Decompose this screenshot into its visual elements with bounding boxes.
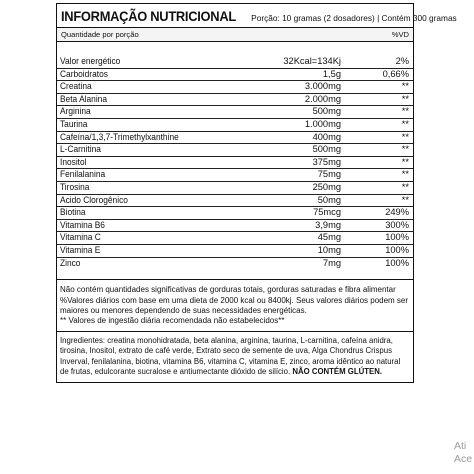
nutrient-name: Biotina: [60, 207, 86, 218]
watermark-line-1: Ati: [454, 440, 467, 452]
nutrient-vd: **: [401, 169, 409, 180]
nutrient-name: Zinco: [60, 257, 81, 268]
nutrient-quantity: 500mg: [312, 106, 341, 117]
nutrient-vd: 100%: [385, 232, 409, 243]
note-not-established: ** Valores de ingestão diária recomendada não estabelecidos**: [60, 316, 285, 326]
nutrient-name: Vitamina B6: [60, 219, 105, 230]
nutrient-row: [57, 231, 413, 244]
nutrient-vd: **: [401, 93, 409, 104]
nutrient-quantity: 75mcg: [313, 207, 341, 218]
nutrient-row: [57, 194, 413, 207]
nutrient-vd: **: [401, 156, 409, 167]
nutrient-row: [57, 68, 413, 81]
nutrient-row: [57, 257, 413, 270]
nutrient-quantity: 50mg: [317, 194, 341, 205]
label-header: [57, 4, 457, 28]
nutrient-vd: 100%: [385, 257, 409, 268]
nutrition-label: [56, 3, 457, 383]
nutrient-name: Vitamina C: [60, 232, 101, 243]
label-title: INFORMAÇÃO NUTRICIONAL: [61, 8, 236, 24]
nutrient-name: Tirosina: [60, 181, 90, 192]
nutrient-vd: 0,66%: [382, 68, 409, 79]
nutrient-quantity: 75mg: [317, 169, 341, 180]
nutrient-row: [57, 80, 413, 93]
nutrient-row: [57, 118, 413, 131]
nutrient-quantity: 250mg: [312, 181, 341, 192]
serving-info: Porção: 10 gramas (2 dosadores) | Contém 300 gramas: [251, 13, 457, 23]
nutrient-name: Taurina: [60, 118, 88, 129]
nutrient-row: [57, 131, 413, 144]
nutrient-quantity: 7mg: [322, 257, 341, 268]
nutrient-row: [57, 156, 413, 169]
nutrient-vd: **: [401, 81, 409, 92]
nutrient-name: L-Carnitina: [60, 144, 101, 155]
ingredients-text: Ingredientes: creatina monohidratada, beta alanina, arginina, taurina, L-carnitina, cafeína anidra, tirosina, Inositol, extrato de café verde, Extrato seco de semente de uva, Alga Chondrus Crispus Inverval, fenilalanina, biotina, vitamina B6, vitamina C, vitamina E, zinco, aroma idêntico ao natural de frutas, edulcorante sucralose e antiumectante dióxido de silício.: [60, 335, 401, 376]
nutrient-vd: 2%: [395, 56, 409, 66]
nutrient-quantity: 32Kcal=134Kj: [283, 56, 341, 66]
nutrient-vd: 100%: [385, 244, 409, 255]
nutrient-row: [57, 206, 413, 219]
nutrient-name: Valor energético: [60, 56, 121, 66]
ingredients-section: [57, 332, 413, 383]
nutrient-quantity: 500mg: [312, 144, 341, 155]
activation-watermark: [454, 440, 474, 466]
nutrient-quantity: 400mg: [312, 131, 341, 142]
nutrient-quantity: 3,9mg: [315, 219, 341, 230]
watermark-line-2: Ace: [454, 453, 473, 465]
nutrient-name: Vitamina E: [60, 244, 101, 255]
nutrient-vd: **: [401, 131, 409, 142]
header-spacer: [57, 42, 413, 56]
nutrient-vd: **: [401, 194, 409, 205]
note-no-significant: Não contém quantidades significativas de gorduras totais, gorduras saturadas e fibra alimentar: [60, 285, 396, 295]
nutrient-row: [57, 56, 413, 68]
nutrient-quantity: 1,5g: [322, 68, 341, 79]
gluten-warning: NÃO CONTÉM GLÚTEN.: [292, 366, 382, 376]
nutrient-vd: **: [401, 144, 409, 155]
nutrient-quantity: 2.000mg: [304, 93, 341, 104]
nutrient-name: Beta Alanina: [60, 93, 107, 104]
nutrient-vd: **: [401, 181, 409, 192]
nutrient-name: Creatina: [60, 81, 92, 92]
nutrient-vd: 249%: [385, 207, 409, 218]
column-header-vd: %VD: [391, 30, 409, 39]
nutrient-row: [57, 168, 413, 181]
nutrient-quantity: 3.000mg: [304, 81, 341, 92]
nutrient-vd: **: [401, 106, 409, 117]
column-header: [57, 28, 413, 42]
notes-section: [57, 280, 413, 332]
nutrient-quantity: 1.000mg: [304, 118, 341, 129]
nutrient-name: Arginina: [60, 106, 91, 117]
nutrient-name: Fenilalanina: [60, 169, 106, 180]
note-daily-values: %Valores diários com base em uma dieta de 2000 kcal ou 8400kj. Seus valores diários podem ser maiores ou menores dependendo de suas necessidades energéticas.: [60, 295, 409, 315]
nutrient-name: Inositol: [60, 156, 87, 167]
nutrient-row: [57, 93, 413, 106]
nutrient-row: [57, 181, 413, 194]
nutrient-vd: 300%: [385, 219, 409, 230]
nutrient-row: [57, 219, 413, 232]
nutrient-row: [57, 105, 413, 118]
nutrient-quantity: 375mg: [312, 156, 341, 167]
nutrient-quantity: 45mg: [317, 232, 341, 243]
nutrient-name: Cafeína/1,3,7-Trimethylxanthine: [60, 131, 179, 142]
column-header-quantity: Quantidade por porção: [61, 30, 139, 39]
nutrient-row: [57, 244, 413, 257]
nutrient-quantity: 10mg: [317, 244, 341, 255]
nutrient-vd: **: [401, 118, 409, 129]
nutrient-name: Acido Clorogênico: [60, 194, 128, 205]
nutrient-table: [57, 56, 413, 280]
nutrient-name: Carboidratos: [60, 68, 108, 79]
nutrient-row: [57, 143, 413, 156]
